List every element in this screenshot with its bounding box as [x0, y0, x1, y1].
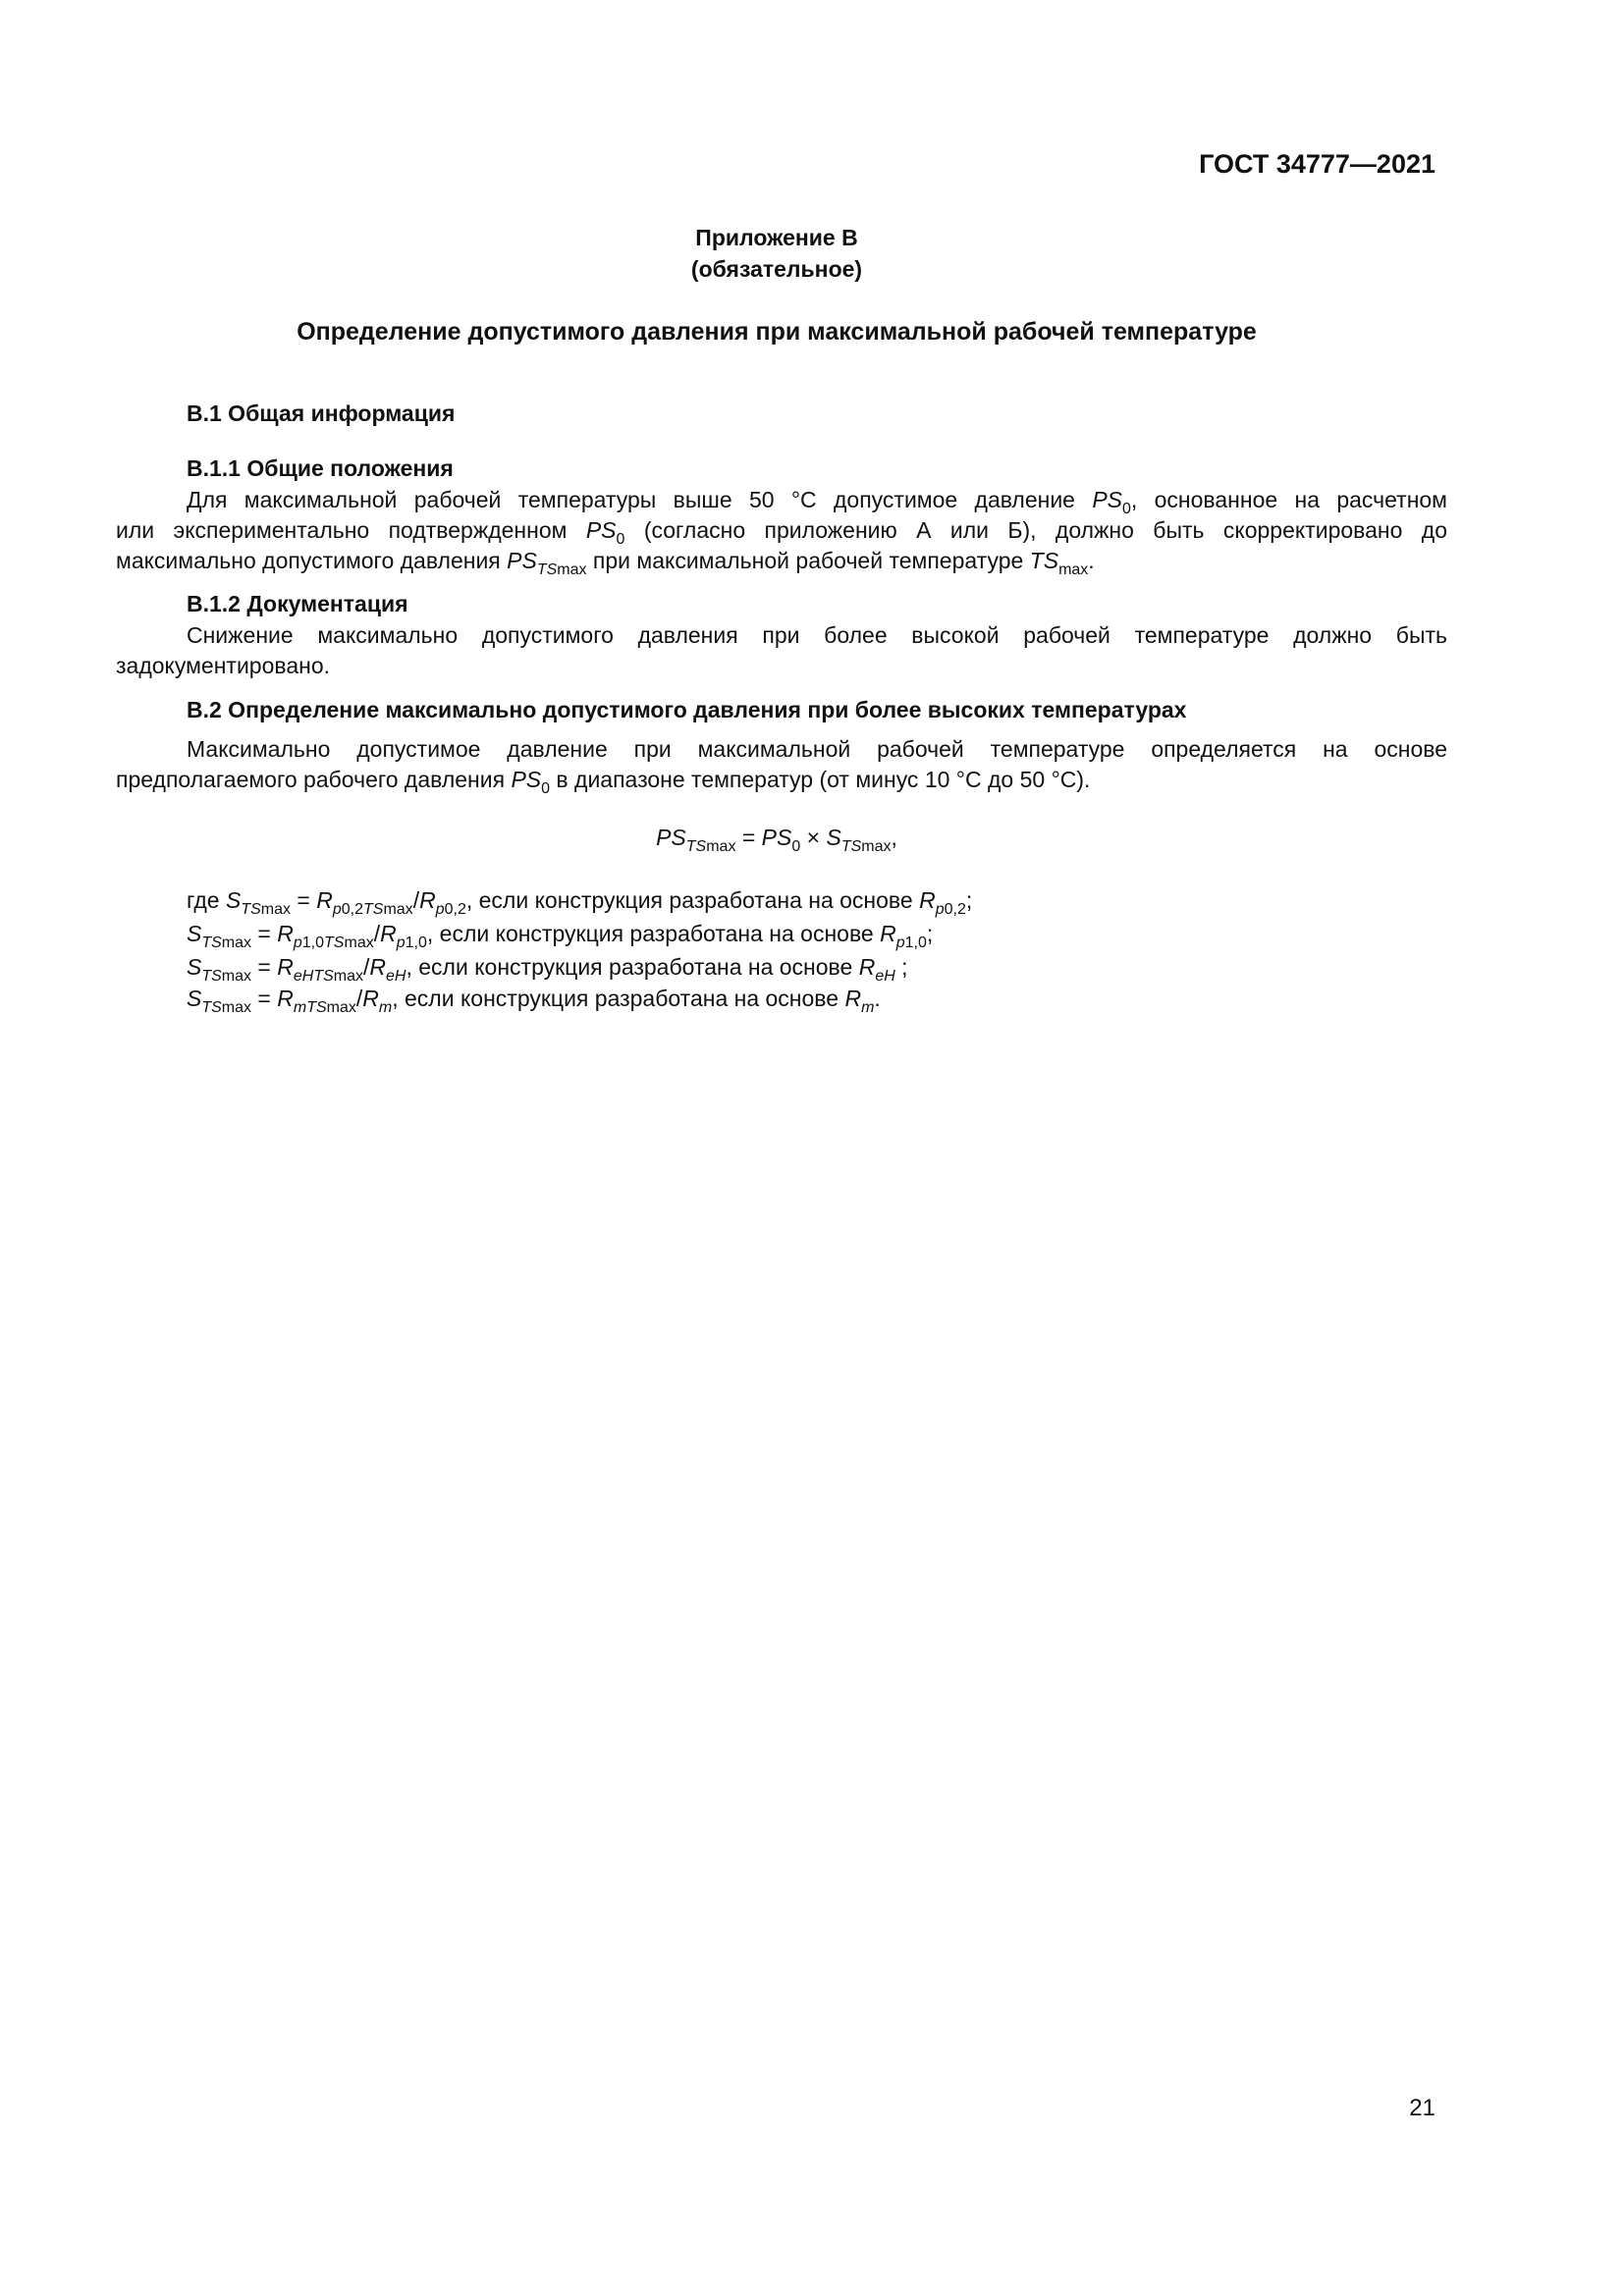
b11-line-2: или экспериментально подтвержденном $PS_0$ (согласно приложению А или Б), должно быть скорректировано до [116, 517, 1448, 548]
section-b2-paragraph [116, 734, 1447, 795]
annex-title: Приложение В [695, 225, 858, 250]
b2-line-1: Максимально допустимое давление при максимальной рабочей температуре определяется на основе [187, 736, 1447, 762]
where-line-1: где $S_{TSmax} = R_{p0,2TSmax}/R_{p0,2}$, если конструкция разработана на основе $R_{p0,2}$; [187, 887, 973, 918]
section-b2-heading: В.2 Определение максимально допустимого давления при более высоких температурах [187, 697, 1187, 722]
where-line-2: $S_{TSmax} = R_{p1,0TSmax}/R_{p1,0}$, если конструкция разработана на основе $R_{p1,0}$; [187, 921, 934, 951]
standard-code: ГОСТ 34777—2021 [1199, 149, 1435, 179]
section-b11-heading: В.1.1 Общие положения [187, 455, 454, 481]
b12-line-1: Снижение максимально допустимого давления при более высокой рабочей температуре должно быть [187, 622, 1447, 648]
page-number: 21 [1409, 2095, 1435, 2121]
section-b1-heading: В.1 Общая информация [187, 400, 456, 426]
section-b11-paragraph [116, 485, 1447, 576]
b2-line-2: предполагаемого рабочего давления $PS_0$ в диапазоне температур (от минус 10 °С до 50 °С). [116, 767, 1091, 797]
document-title: Определение допустимого давления при максимальной рабочей температуре [297, 318, 1257, 346]
section-b12-paragraph [116, 620, 1447, 681]
b11-line-1: Для максимальной рабочей температуры выше 50 °С допустимое давление $PS_0$, основанное на расчетном [187, 487, 1447, 517]
where-line-4: $S_{TSmax} = R_{mTSmax}/R_m$, если конструкция разработана на основе $R_m$. [187, 986, 881, 1016]
annex-status: (обязательное) [690, 256, 863, 282]
b12-line-2: задокументировано. [116, 653, 331, 678]
b11-line-3: максимально допустимого давления $PS_{TSmax}$ при максимальной рабочей температуре $TS_{max}$. [116, 548, 1095, 578]
where-line-3: $S_{TSmax} = R_{eHTSmax}/R_{eH}$, если конструкция разработана на основе $R_{eH}$ ; [187, 954, 908, 985]
section-b12-heading: В.1.2 Документация [187, 591, 408, 616]
pressure-formula: $PS_{TSmax} = PS_0 \times S_{TSmax}$, [656, 825, 897, 855]
